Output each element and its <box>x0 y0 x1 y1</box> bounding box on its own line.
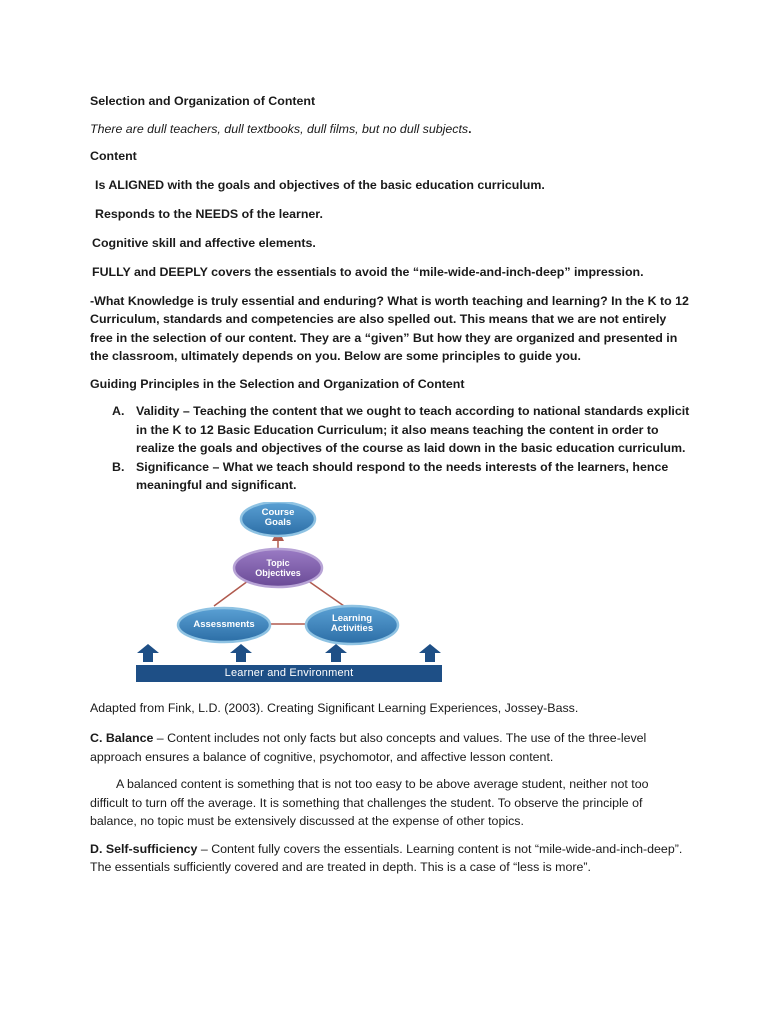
document-title: Selection and Organization of Content <box>90 94 316 108</box>
principle-text: – What we teach should respond to the needs interests of the learners, hence meaningful and significant. <box>136 459 669 492</box>
principle-term: Validity <box>136 404 180 418</box>
up-arrow-icon <box>325 644 347 662</box>
content-item-needs: Responds to the NEEDS of the learner. <box>95 206 323 221</box>
learning-activities-line: Learning <box>331 612 373 624</box>
topic-objectives-label <box>234 558 322 578</box>
principle-significance <box>90 458 690 495</box>
content-item-fully-deeply: FULLY and DEEPLY covers the essentials to avoid the “mile-wide-and-inch-deep” impression. <box>92 264 644 279</box>
guiding-principles-heading: Guiding Principles in the Selection and Organization of Content <box>90 376 465 391</box>
content-heading: Content <box>90 149 137 163</box>
balance-paragraph <box>90 729 690 766</box>
up-arrow-icon <box>137 644 159 662</box>
content-item-cognitive: Cognitive skill and affective elements. <box>92 235 316 250</box>
content-item-aligned: Is ALIGNED with the goals and objectives of the basic education curriculum. <box>95 177 545 192</box>
course-goals-line: Course <box>261 506 295 518</box>
principle-marker: A. <box>112 404 125 418</box>
balanced-content-paragraph: A balanced content is something that is not too easy to be above average student, neither not too difficult to turn off the average. It is something that challenges the student. To observe the principle of balance, no topic must be extensively discussed at the expense of other topics. <box>90 777 649 828</box>
quote-period: . <box>468 121 472 136</box>
up-arrow-icon <box>419 644 441 662</box>
quote-text: There are dull teachers, dull textbooks, dull films, but no dull subjects <box>90 121 469 136</box>
learner-environment-label: Learner and Environment <box>224 666 354 679</box>
course-goals-line: Goals <box>264 517 292 528</box>
learning-activities-label <box>306 614 398 635</box>
principle-term: Significance <box>136 459 209 474</box>
balance-term: C. Balance <box>90 731 154 745</box>
topic-objectives-line: Objectives <box>255 567 301 578</box>
principle-marker: B. <box>112 459 125 474</box>
principles-list <box>90 402 690 495</box>
self-sufficiency-text: – Content fully covers the essentials. Learning content is not “mile-wide-and-inch-deep”. The essentials sufficiently covered and are treated in depth. This is a case of “less is more”. <box>90 841 683 874</box>
course-goals-label <box>241 508 315 529</box>
assessments-label: Assessments <box>193 618 255 630</box>
knowledge-paragraph: -What Knowledge is truly essential and enduring? What is worth teaching and learning? In the K to 12 Curriculum, standards and competencies are also spelled out. This means that we are not entirely free in the selection of our content. They are a “given” But how they are organized and presented in the classroom, ultimately depends on you. Below are some principles to guide you. <box>90 293 689 363</box>
self-sufficiency-paragraph <box>90 840 690 877</box>
opening-quote <box>90 120 690 139</box>
document-page <box>90 92 690 886</box>
principle-text: – Teaching the content that we ought to teach according to national standards explicit in the K to 12 Basic Education Curriculum; it also means teaching the content in order to realize the goals and objectives of the course as laid down in the basic education curriculum. <box>136 404 690 455</box>
significant-learning-diagram <box>134 502 454 687</box>
self-sufficiency-term: D. Self-sufficiency <box>90 841 198 856</box>
balance-text: – Content includes not only facts but also concepts and values. The use of the three-level approach ensures a balance of cognitive, psychomotor, and affective lesson content. <box>90 731 647 764</box>
up-arrow-icon <box>230 644 252 662</box>
topic-objectives-line: Topic <box>266 557 290 568</box>
diagram-graphic <box>134 502 454 687</box>
learning-activities-line: Activities <box>330 623 374 634</box>
citation: Adapted from Fink, L.D. (2003). Creating Significant Learning Experiences, Jossey-Bass. <box>90 700 579 715</box>
principle-validity <box>90 402 690 458</box>
